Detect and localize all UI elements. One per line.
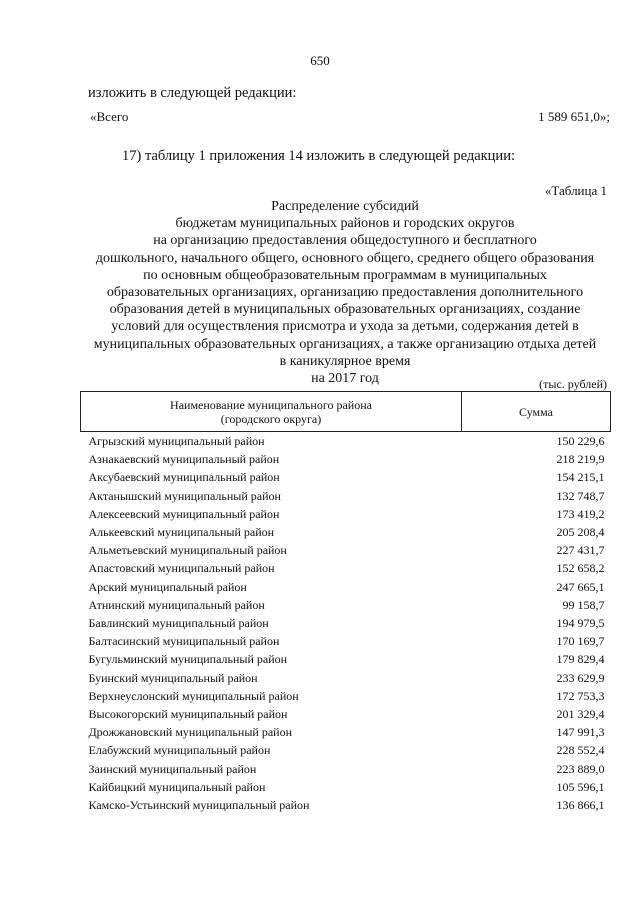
- subsidy-amount: 227 431,7: [556, 543, 605, 558]
- subsidy-amount: 228 552,4: [556, 743, 605, 758]
- title-line: дошкольного, начального общего, основного общего, среднего общего образования: [95, 250, 595, 266]
- table-row: [81, 741, 611, 759]
- district-name: Высокогорский муниципальный район: [88, 707, 288, 722]
- table-row: [81, 705, 611, 723]
- district-name: Балтасинский муниципальный район: [88, 634, 280, 649]
- district-name: Буинский муниципальный район: [88, 670, 258, 685]
- district-name: Алькеевский муниципальный район: [88, 525, 275, 540]
- district-name: Бавлинский муниципальный район: [88, 616, 269, 631]
- column-header-name-line2: (городского округа): [220, 411, 322, 426]
- subsidy-amount: 136 866,1: [556, 798, 605, 813]
- intro-text: изложить в следующей редакции:: [88, 85, 297, 101]
- total-label: «Всего: [90, 109, 129, 124]
- subsidy-amount: 132 748,7: [556, 488, 605, 503]
- subsidy-amount: 150 229,6: [556, 434, 605, 448]
- district-name: Камско-Устьинский муниципальный район: [88, 798, 310, 813]
- table-title: [80, 198, 610, 387]
- table-row: [81, 723, 611, 741]
- district-name: Заинский муниципальный район: [88, 761, 257, 776]
- table-row: [81, 778, 611, 796]
- table-body: [81, 432, 611, 815]
- column-header-name: [81, 392, 462, 432]
- title-line: условий для осуществления присмотра и ухода за детьми, содержания детей в: [111, 319, 579, 335]
- table-header-row: [81, 392, 611, 432]
- district-name: Аксубаевский муниципальный район: [88, 470, 280, 485]
- district-name: Арский муниципальный район: [88, 579, 247, 594]
- title-line: муниципальных образовательных организациях, а также организацию отдыха детей: [93, 336, 597, 352]
- subsidy-amount: 154 215,1: [556, 470, 605, 485]
- subsidy-amount: 194 979,5: [556, 616, 605, 631]
- table-tag: «Таблица 1: [544, 183, 607, 198]
- subsidy-amount: 152 658,2: [556, 561, 605, 576]
- subsidy-amount: 247 665,1: [556, 579, 605, 594]
- table-row: [81, 760, 611, 778]
- subsidy-amount: 147 991,3: [556, 725, 605, 740]
- district-name: Елабужский муниципальный район: [88, 743, 271, 758]
- subsidy-amount: 233 629,9: [556, 670, 605, 685]
- title-line: образования детей в муниципальных образовательных организациях, создание: [109, 302, 581, 318]
- table-row: [81, 487, 611, 505]
- district-name: Дрожжановский муниципальный район: [88, 725, 292, 740]
- title-line: в каникулярное время: [279, 353, 411, 369]
- district-name: Атнинский муниципальный район: [88, 597, 265, 612]
- subsidy-amount: 173 419,2: [556, 506, 605, 521]
- table-row: [81, 796, 611, 814]
- table-row: [81, 687, 611, 705]
- table-row: [81, 559, 611, 577]
- district-name: Бугульминский муниципальный район: [88, 652, 288, 667]
- amendment-item: 17) таблицу 1 приложения 14 изложить в следующей редакции:: [122, 148, 515, 164]
- total-value: 1 589 651,0»;: [538, 109, 610, 124]
- title-line: на организацию предоставления общедоступного и бесплатного: [153, 233, 537, 249]
- subsidy-table: [80, 391, 611, 814]
- table-row: [81, 596, 611, 614]
- table-row: [81, 523, 611, 541]
- table-row: [81, 450, 611, 468]
- title-line: по основным общеобразовательным программам в муниципальных: [143, 267, 547, 283]
- title-line: на 2017 год: [311, 371, 379, 387]
- district-name: Кайбицкий муниципальный район: [88, 779, 266, 794]
- district-name: Актанышский муниципальный район: [88, 488, 281, 503]
- title-line: Распределение субсидий: [271, 199, 419, 214]
- district-name: Алексеевский муниципальный район: [88, 506, 280, 521]
- subsidy-amount: 99 158,7: [562, 597, 605, 612]
- table-row: [81, 669, 611, 687]
- column-header-name-line1: Наименование муниципального района: [170, 397, 372, 412]
- district-name: Апастовский муниципальный район: [88, 561, 275, 576]
- table-row: [81, 650, 611, 668]
- column-header-sum: Сумма: [462, 392, 611, 432]
- district-name: Азнакаевский муниципальный район: [88, 452, 280, 467]
- subsidy-amount: 201 329,4: [556, 707, 605, 722]
- table-row: [81, 632, 611, 650]
- table-row: [81, 432, 611, 451]
- total-row: [90, 109, 610, 125]
- page-number: 650: [310, 53, 330, 68]
- subsidy-amount: 205 208,4: [556, 525, 605, 540]
- units-label: (тыс. рублей): [539, 377, 607, 391]
- table-row: [81, 505, 611, 523]
- table-row: [81, 541, 611, 559]
- subsidy-amount: 170 169,7: [556, 634, 605, 649]
- subsidy-amount: 218 219,9: [556, 452, 605, 467]
- district-name: Агрызский муниципальный район: [88, 434, 265, 448]
- subsidy-amount: 172 753,3: [556, 688, 605, 703]
- district-name: Альметьевский муниципальный район: [88, 543, 287, 558]
- subsidy-amount: 105 596,1: [556, 779, 605, 794]
- subsidy-amount: 223 889,0: [556, 761, 605, 776]
- table-row: [81, 468, 611, 486]
- subsidy-amount: 179 829,4: [556, 652, 605, 667]
- table-row: [81, 614, 611, 632]
- title-line: образовательных организациях, организацию предоставления дополнительного: [106, 285, 584, 301]
- title-line: бюджетам муниципальных районов и городских округов: [175, 216, 515, 232]
- table-row: [81, 578, 611, 596]
- district-name: Верхнеуслонский муниципальный район: [88, 688, 299, 703]
